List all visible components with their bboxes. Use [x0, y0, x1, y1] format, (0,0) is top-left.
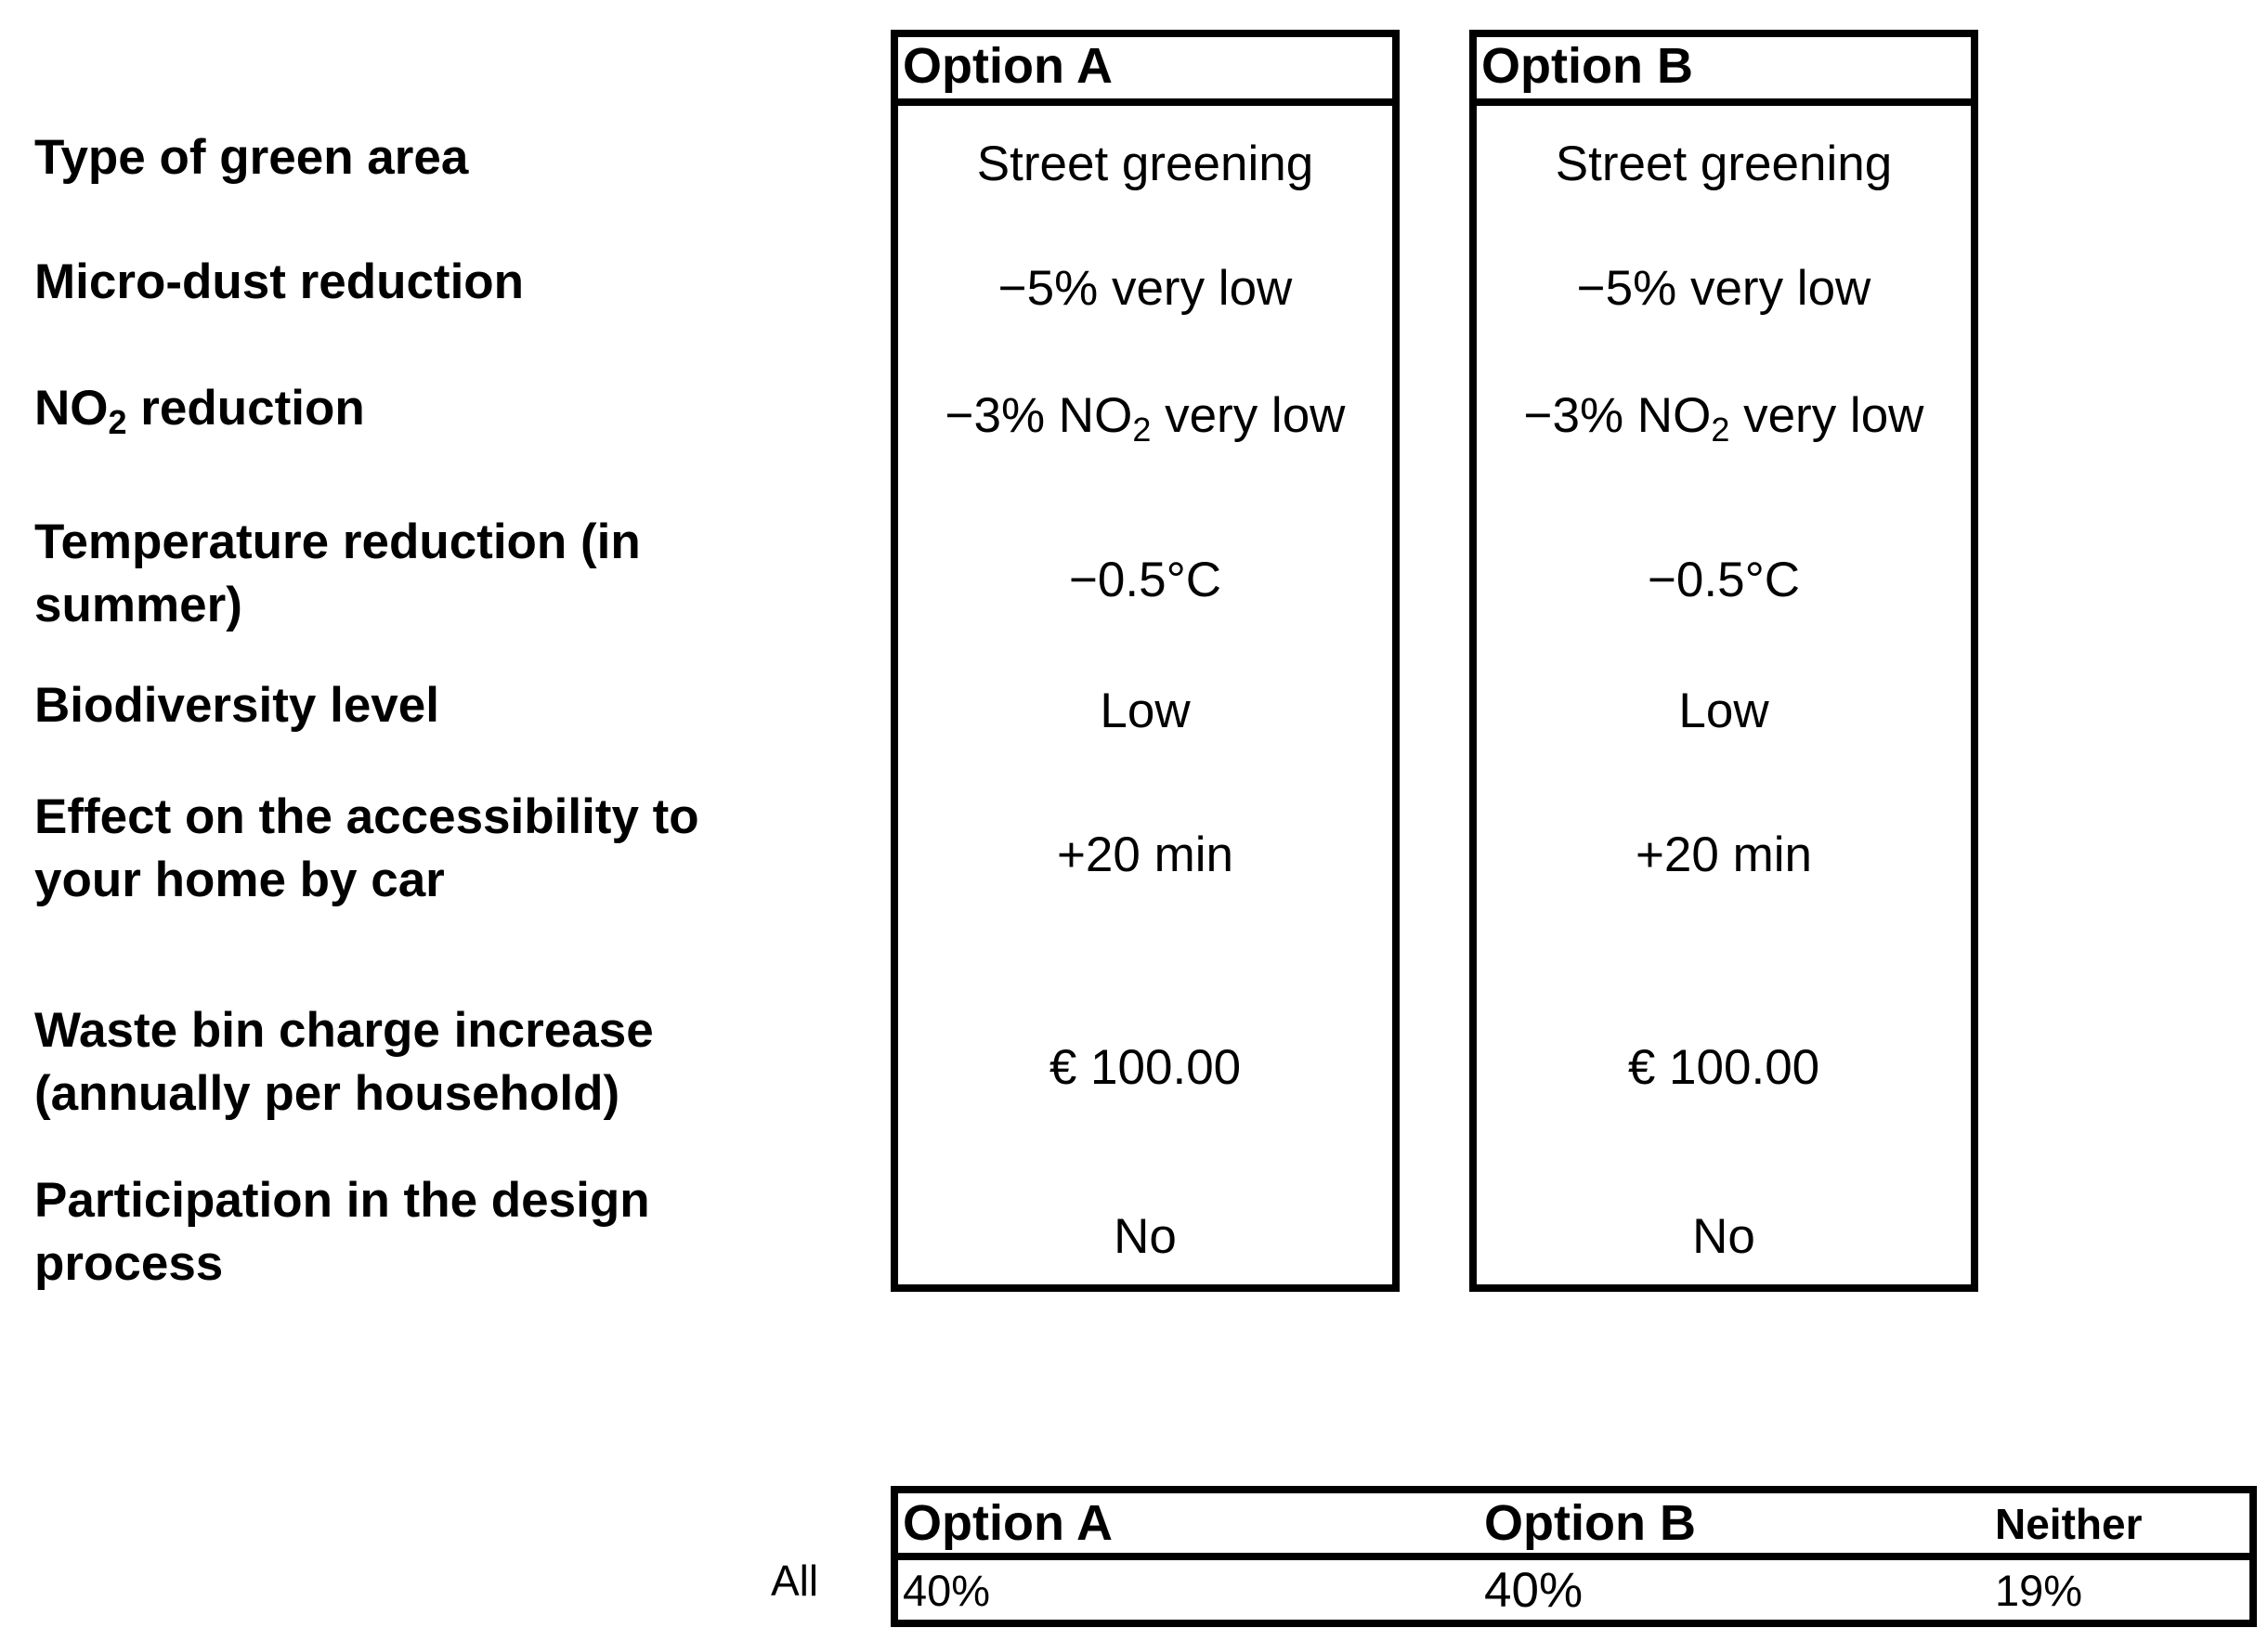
option-a-accessibility: +20 min — [1056, 827, 1234, 882]
attr-label-line: (annually per household) — [34, 1066, 620, 1121]
attr-label-waste — [34, 999, 768, 1126]
results-header-option-a: Option A — [903, 1495, 1113, 1551]
results-header-row — [898, 1493, 2249, 1560]
option-b-accessibility: +20 min — [1635, 827, 1813, 882]
attr-label-line: Type of green area — [34, 130, 469, 185]
attr-label-line: your home by car — [34, 853, 445, 907]
results-value-option-a: 40% — [903, 1566, 991, 1615]
attr-label-line: Participation in the design — [34, 1173, 650, 1228]
attr-label-line: Micro-dust reduction — [34, 254, 525, 309]
no2-label-pre: NO — [34, 381, 109, 436]
option-b-no2 — [1477, 386, 1971, 449]
attr-label-accessibility — [34, 786, 768, 912]
attr-label-temperature — [34, 511, 768, 637]
option-b-no2-post: very low — [1729, 388, 1924, 443]
option-a-microdust: −5% very low — [997, 261, 1293, 316]
option-b-no2-pre: −3% NO — [1523, 388, 1712, 443]
option-b-header: Option B — [1477, 37, 1971, 106]
option-b-participation: No — [1692, 1209, 1755, 1264]
option-a-biodiversity: Low — [1100, 684, 1191, 738]
attr-label-no2 — [34, 377, 768, 440]
no2-label-post: reduction — [126, 381, 365, 436]
attr-label-line: process — [34, 1236, 224, 1291]
option-b-biodiversity: Low — [1678, 684, 1769, 738]
option-b-waste: € 100.00 — [1627, 1040, 1820, 1095]
attr-label-line: Biodiversity level — [34, 678, 439, 733]
option-b-microdust: −5% very low — [1576, 261, 1871, 316]
results-header-neither: Neither — [1995, 1500, 2143, 1548]
attr-label-microdust — [34, 251, 768, 314]
attr-label-line: Effect on the accessibility to — [34, 789, 699, 844]
attr-label-line — [34, 377, 768, 440]
option-b-temperature: −0.5°C — [1647, 553, 1801, 607]
attr-label-participation — [34, 1169, 768, 1296]
results-header-option-b: Option B — [1484, 1495, 1696, 1551]
option-a-type: Street greening — [976, 137, 1314, 191]
option-b-card[interactable] — [1469, 30, 1978, 1292]
option-a-no2-sub: 2 — [1132, 410, 1152, 449]
results-table — [891, 1486, 2257, 1627]
attr-label-biodiversity — [34, 674, 768, 737]
option-a-card[interactable] — [891, 30, 1400, 1292]
option-a-no2-pre: −3% NO — [945, 388, 1133, 443]
results-row-label: All — [771, 1556, 819, 1605]
attr-label-line: Temperature reduction (in — [34, 514, 641, 569]
results-value-option-b: 40% — [1484, 1563, 1584, 1618]
no2-label-sub: 2 — [108, 403, 127, 441]
option-a-no2 — [898, 386, 1392, 449]
attr-label-line: Waste bin charge increase — [34, 1003, 654, 1058]
attr-label-line: summer) — [34, 578, 242, 632]
attr-label-type — [34, 126, 768, 189]
option-a-waste: € 100.00 — [1049, 1040, 1242, 1095]
option-b-no2-sub: 2 — [1711, 410, 1730, 449]
results-value-neither: 19% — [1995, 1566, 2083, 1615]
option-a-no2-post: very low — [1151, 388, 1346, 443]
option-a-participation: No — [1114, 1209, 1177, 1264]
option-b-type: Street greening — [1555, 137, 1893, 191]
option-a-header: Option A — [898, 37, 1392, 106]
option-a-temperature: −0.5°C — [1068, 553, 1222, 607]
